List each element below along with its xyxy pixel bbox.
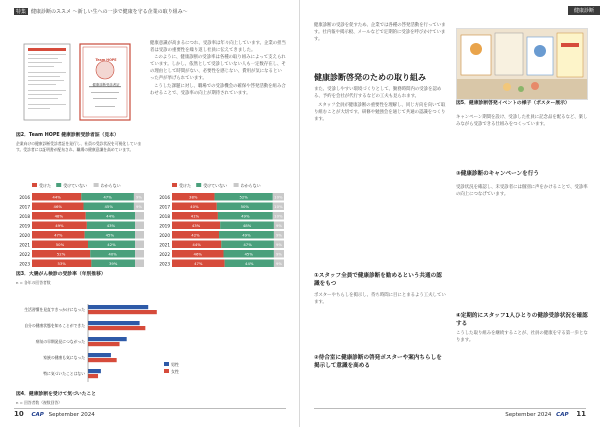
- figure-4-chart: [14, 300, 192, 390]
- bar-value-label: 44%: [106, 213, 115, 219]
- category-label: 自分の健康状態を知ることができた: [24, 323, 85, 328]
- bar-value-label: 40%: [108, 251, 117, 257]
- bar-value-label: 48%: [54, 213, 64, 219]
- bar: [88, 305, 148, 309]
- bar: [88, 358, 117, 362]
- legend-swatch: [196, 183, 201, 187]
- category-label: 2020: [19, 233, 30, 238]
- paragraph: また、受診しやすい環境づくりとして、勤務時間内の受診を認める、予約を会社が代行するなどの工夫も見られます。: [314, 87, 442, 100]
- paragraph: 健康意識が高まるにつれ、受診率は年々向上しています。企業の担当者は受診の重要性を繰り返し社員に伝えてきました。: [150, 41, 286, 54]
- bar-value-label: 9%: [275, 223, 282, 229]
- category-label: 2023: [159, 261, 170, 267]
- paragraph: 受診状況を確認し、未受診者には個別に声をかけることで、受診率の向上につなげています。: [456, 185, 588, 198]
- paragraph: スタッフ全員が健康診断の重要性を理解し、同じ方向を向いて取り組むことが大切です。研修や勉強会を通じて共通の認識をつくります。: [314, 103, 446, 123]
- bar-value-label: 45%: [244, 251, 253, 257]
- legend-swatch: [164, 369, 169, 373]
- brand-logo: CAP: [556, 412, 569, 418]
- figure-3-note: n = 各年の回答者数: [16, 280, 51, 285]
- legend-label: 受けていない: [63, 183, 88, 188]
- page-number: 10: [14, 410, 24, 418]
- bar: [88, 321, 140, 325]
- bar-value-label: 47%: [54, 232, 63, 238]
- paragraph: ポスターやちらしを掲示し、待ち時間に目にとまるよう工夫しています。: [314, 293, 446, 306]
- left-column-text: [150, 40, 286, 97]
- bar-value-label: 53%: [57, 261, 66, 267]
- category-label: 家族の健康も気になった: [43, 355, 85, 360]
- footer-rule: [14, 408, 286, 409]
- subheading-3: ③健康診断のキャンペーンを行う: [456, 171, 539, 177]
- bar-value-label: 49%: [55, 223, 64, 229]
- legend-swatch: [94, 183, 99, 187]
- bar-value-label: 9%: [135, 204, 142, 210]
- subheading-4: ④定期的にスタッフ1人ひとりの健診受診状況を確認する: [456, 313, 588, 327]
- right-page: [300, 0, 600, 427]
- category-label: 2020: [159, 233, 170, 238]
- page-number: 11: [576, 410, 586, 418]
- bar-segment: [135, 231, 144, 239]
- figure-5-photo: [456, 28, 588, 100]
- running-title: 健康診断のススメ ～新しい生への一歩で健康を守る企業の取り組み～: [31, 9, 188, 15]
- bar-value-label: 46%: [53, 204, 62, 210]
- running-header: [14, 8, 188, 15]
- issue-date: September 2024: [505, 412, 552, 418]
- legend-label: 受けた: [39, 183, 51, 188]
- bar-value-label: 47%: [194, 261, 203, 267]
- legend-swatch: [32, 183, 37, 187]
- figure-3-caption-title: 図3．大腸がん検診の受診率（年別推移）: [16, 272, 106, 277]
- legend-swatch: [56, 183, 61, 187]
- figure-5-caption-title: 図5．健康診断啓発イベントの様子（ポスター展示）: [456, 101, 570, 106]
- category-label: 2018: [159, 214, 170, 219]
- figure-2-description: 企業向けの健康診断受診者証を発行し、社員の受診状況を可視化しています。受診者には証明書が配布され、職場の健康意識を高めています。: [16, 141, 142, 152]
- category-label: 2016: [159, 195, 170, 200]
- legend-swatch: [164, 362, 169, 366]
- legend-label: 受けた: [179, 183, 191, 188]
- right-column-1-body: [314, 86, 446, 123]
- figure-4-caption: [16, 392, 196, 399]
- bar-value-label: 49%: [242, 232, 251, 238]
- bar-value-label: 38%: [189, 194, 198, 200]
- bar-value-label: 47%: [243, 242, 252, 248]
- bar: [88, 369, 101, 373]
- figure-3-charts: [14, 181, 286, 271]
- legend-label: 女性: [171, 369, 179, 374]
- bar-value-label: 50%: [240, 204, 250, 210]
- section-tab: 健康診断: [568, 6, 600, 15]
- figure-3: [14, 181, 286, 271]
- bar-value-label: 9%: [275, 251, 282, 257]
- bar-value-label: 42%: [191, 232, 200, 238]
- bar-value-label: 46%: [193, 251, 202, 257]
- paragraph: こうした取り組みを継続することが、社員の健康を守る第一歩となります。: [456, 331, 588, 344]
- bar-value-label: 40%: [190, 204, 199, 210]
- figure-4-note: n = 回答者数（複数回答）: [16, 400, 62, 405]
- bar-value-label: 41%: [190, 213, 200, 219]
- bar: [88, 310, 157, 314]
- bar-value-label: 10%: [274, 194, 283, 200]
- right-column-2-top: [456, 114, 588, 128]
- legend-label: 受けていない: [203, 183, 228, 188]
- legend-swatch: [234, 183, 239, 187]
- category-label: 2017: [159, 204, 170, 210]
- legend-label: わからない: [240, 183, 261, 188]
- bar-value-label: 47%: [103, 194, 112, 200]
- bar-segment: [135, 260, 144, 268]
- feature-tag: 特集: [16, 9, 27, 15]
- figure-3-caption: [16, 272, 286, 279]
- bar: [88, 342, 120, 346]
- bar-value-label: 9%: [275, 242, 282, 248]
- bar-value-label: 44%: [52, 194, 61, 200]
- right-footer: [505, 410, 586, 418]
- right-column-1-sub1: [314, 292, 446, 306]
- category-label: 2021: [159, 242, 170, 248]
- bar-value-label: 44%: [192, 242, 201, 248]
- bar: [88, 353, 111, 357]
- bar-segment: [135, 241, 144, 249]
- bar-value-label: 52%: [239, 194, 248, 200]
- card-subtitle: Team HOPE: [95, 58, 117, 62]
- legend-label: わからない: [100, 183, 121, 188]
- bar-value-label: 44%: [245, 261, 254, 267]
- figure-5-caption: [456, 101, 590, 108]
- category-label: 2022: [19, 252, 30, 257]
- figure-4: [14, 300, 192, 390]
- bar-value-label: 39%: [108, 261, 118, 267]
- bar-segment: [135, 212, 144, 220]
- right-column-2-bottom: [456, 330, 588, 344]
- legend-swatch: [172, 183, 177, 187]
- footer-rule: [314, 408, 586, 409]
- category-label: 病気の早期発見につながった: [35, 339, 85, 344]
- subheading-1: ①スタッフ全員で健康診断を勧めるという共通の認識をもつ: [314, 273, 442, 287]
- bar-value-label: 42%: [107, 242, 116, 248]
- bar-value-label: 10%: [274, 204, 283, 210]
- category-label: 2016: [19, 195, 30, 200]
- right-column-2-mid: [456, 184, 588, 198]
- bar-segment: [135, 250, 144, 258]
- legend-label: 男性: [171, 362, 179, 367]
- bar: [88, 374, 98, 378]
- figure-2-caption-title: 図2．Team HOPE 健康診断受診者証（見本）: [16, 133, 119, 138]
- right-column-1-top: [314, 22, 446, 43]
- event-photo-illustration: [457, 29, 587, 99]
- category-label: 2023: [19, 261, 30, 267]
- category-label: 2019: [159, 223, 170, 229]
- bar-value-label: 45%: [104, 204, 113, 210]
- bar: [88, 326, 145, 330]
- category-label: 生活習慣を見直すきっかけになった: [24, 307, 85, 312]
- bar: [88, 337, 127, 341]
- bar-value-label: 9%: [135, 194, 142, 200]
- card-title: 健康診断受診者証: [92, 83, 120, 87]
- category-label: 特に気づいたことはない: [43, 371, 85, 376]
- category-label: 2017: [19, 204, 30, 210]
- paragraph: 健康診断の受診を促すため、企業では各種の啓発活動を行っています。社内報や掲示板、メールなどで定期的に受診を呼びかけています。: [314, 23, 446, 43]
- paragraph: キャンペーン期間を設け、受診した社員に記念品を配るなど、楽しみながら受診できる仕組みをつくっています。: [456, 115, 588, 128]
- category-label: 2021: [19, 242, 30, 248]
- category-label: 2022: [159, 252, 170, 257]
- bar-value-label: 48%: [242, 223, 252, 229]
- bar-value-label: 9%: [275, 261, 282, 267]
- paragraph: こうした課題に対し、職場での受診機会の確保や啓発活動を組み合わせることで、受診率の向上が期待されています。: [150, 83, 286, 96]
- bar-value-label: 10%: [274, 213, 283, 219]
- paragraph: このように、健康診断の受診率は各種の取り組みによって支えられています。しかし、依然として受診していない人も一定数存在し、その理由として時間がない、必要性を感じない、費用が気になるといった声が挙げられています。: [150, 55, 286, 82]
- left-footer: [14, 410, 95, 418]
- bar-value-label: 43%: [191, 223, 201, 229]
- figure-2: [16, 38, 138, 130]
- figure-4-caption-title: 図4．健康診断を受けて気づいたこと: [16, 392, 97, 397]
- category-label: 2018: [19, 214, 30, 219]
- figure-2-caption: [16, 133, 144, 140]
- subheading-2: ②待合室に健康診断の啓発ポスターや案内ちらしを掲示して意識を高める: [314, 355, 442, 369]
- issue-date: September 2024: [48, 412, 95, 418]
- bar-value-label: 49%: [241, 213, 250, 219]
- bar-value-label: 45%: [105, 232, 115, 238]
- section-heading: 健康診断啓発のための取り組み: [314, 72, 426, 82]
- category-label: 2019: [19, 223, 30, 229]
- bar-value-label: 50%: [55, 242, 65, 248]
- bar-value-label: 43%: [106, 223, 116, 229]
- bar-segment: [135, 222, 144, 230]
- bar-value-label: 52%: [56, 251, 66, 257]
- brand-logo: CAP: [31, 412, 44, 418]
- bar-value-label: 9%: [275, 232, 282, 238]
